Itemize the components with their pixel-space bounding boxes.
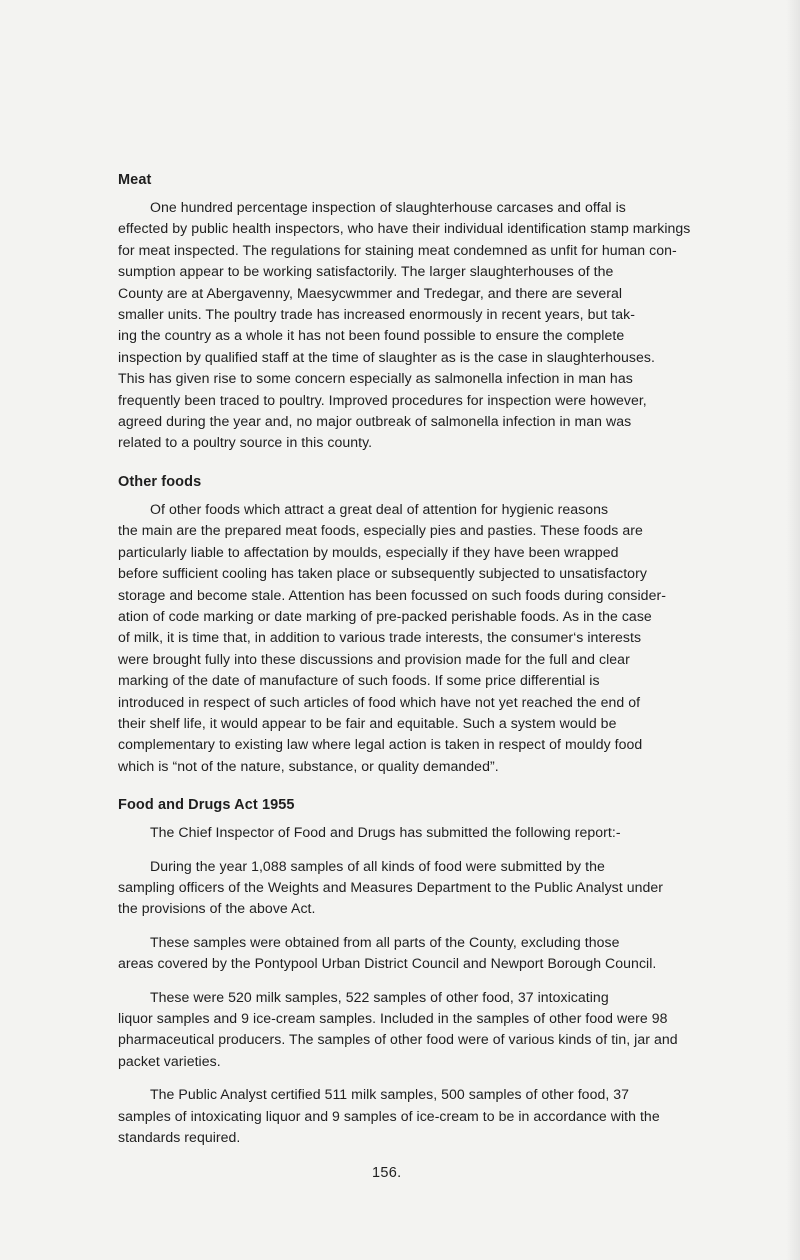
- section-heading: Food and Drugs Act 1955: [118, 797, 295, 814]
- page-number: 156.: [372, 1165, 402, 1181]
- text-line: sampling officers of the Weights and Measures Department to the Public Analyst under: [118, 878, 664, 895]
- text-line: County are at Abergavenny, Maesycwmmer and Tredegar, and there are several: [118, 284, 623, 301]
- text-line: smaller units. The poultry trade has increased enormously in recent years, but tak-: [118, 306, 635, 323]
- text-line: storage and become stale. Attention has been focussed on such foods during consider-: [118, 586, 666, 603]
- text-line: During the year 1,088 samples of all kinds of food were submitted by the: [150, 857, 605, 874]
- text-line: marking of the date of manufacture of such foods. If some price differential is: [118, 672, 600, 689]
- text-line: for meat inspected. The regulations for staining meat condemned as unfit for human con-: [118, 241, 677, 258]
- paragraph-spacer: [118, 975, 703, 987]
- section-heading: Meat: [118, 172, 152, 188]
- text-line: related to a poultry source in this county.: [118, 434, 373, 451]
- text-line: samples of intoxicating liquor and 9 samples of ice-cream to be in accordance with the: [118, 1107, 660, 1124]
- text-line: before sufficient cooling has taken place or subsequently subjected to unsatisfactory: [118, 565, 647, 582]
- text-line: The Chief Inspector of Food and Drugs has submitted the following report:-: [150, 824, 621, 841]
- text-line: sumption appear to be working satisfactorily. The larger slaughterhouses of the: [118, 263, 614, 280]
- paragraph: [118, 856, 703, 920]
- text-line: The Public Analyst certified 511 milk samples, 500 samples of other food, 37: [150, 1086, 630, 1103]
- paragraph-spacer: [118, 920, 703, 932]
- document-body: [118, 172, 703, 1168]
- text-line: inspection by qualified staff at the time of slaughter as is the case in slaughterhouses.: [118, 348, 655, 365]
- text-line: packet varieties.: [118, 1052, 221, 1069]
- section: [118, 474, 703, 777]
- text-line: their shelf life, it would appear to be fair and equitable. Such a system would be: [118, 714, 617, 731]
- text-line: introduced in respect of such articles of food which have not yet reached the end of: [118, 693, 641, 710]
- text-line: the provisions of the above Act.: [118, 900, 316, 917]
- text-line: ation of code marking or date marking of pre-packed perishable foods. As in the case: [118, 607, 652, 624]
- paragraph-spacer: [118, 844, 703, 856]
- paragraph: [118, 1084, 703, 1148]
- text-line: ing the country as a whole it has not been found possible to ensure the complete: [118, 327, 625, 344]
- text-line: the main are the prepared meat foods, especially pies and pasties. These foods are: [118, 522, 643, 539]
- text-line: areas covered by the Pontypool Urban District Council and Newport Borough Council.: [118, 955, 657, 972]
- text-line: agreed during the year and, no major outbreak of salmonella infection in man was: [118, 413, 632, 430]
- paragraph: [118, 822, 703, 843]
- section: [118, 797, 703, 1148]
- paragraph-spacer: [118, 1072, 703, 1084]
- text-line: standards required.: [118, 1129, 241, 1146]
- text-line: effected by public health inspectors, who have their individual identification stamp markings: [118, 220, 691, 237]
- text-line: particularly liable to affectation by moulds, especially if they have been wrapped: [118, 543, 619, 560]
- section: [118, 172, 703, 454]
- text-line: pharmaceutical producers. The samples of other food were of various kinds of tin, jar and: [118, 1031, 678, 1048]
- paragraph: [118, 932, 703, 975]
- paragraph: [118, 197, 703, 454]
- text-line: frequently been traced to poultry. Improved procedures for inspection were however,: [118, 391, 647, 408]
- paragraph: [118, 987, 703, 1073]
- text-line: These samples were obtained from all parts of the County, excluding those: [150, 933, 620, 950]
- paragraph: [118, 499, 703, 777]
- text-line: This has given rise to some concern especially as salmonella infection in man has: [118, 370, 633, 387]
- text-line: These were 520 milk samples, 522 samples of other food, 37 intoxicating: [150, 988, 609, 1005]
- text-line: of milk, it is time that, in addition to various trade interests, the consumer‘s interests: [118, 629, 642, 646]
- section-heading: Other foods: [118, 473, 202, 490]
- text-line: liquor samples and 9 ice-cream samples. Included in the samples of other food were 98: [118, 1010, 668, 1026]
- text-line: Of other foods which attract a great deal of attention for hygienic reasons: [150, 500, 609, 517]
- text-line: which is “not of the nature, substance, or quality demanded”.: [118, 757, 499, 774]
- text-line: One hundred percentage inspection of slaughterhouse carcases and offal is: [150, 199, 626, 215]
- text-line: were brought fully into these discussions and provision made for the full and clear: [118, 650, 630, 667]
- page-edge-shadow: [786, 0, 800, 1260]
- text-line: complementary to existing law where legal action is taken in respect of mouldy food: [118, 736, 643, 753]
